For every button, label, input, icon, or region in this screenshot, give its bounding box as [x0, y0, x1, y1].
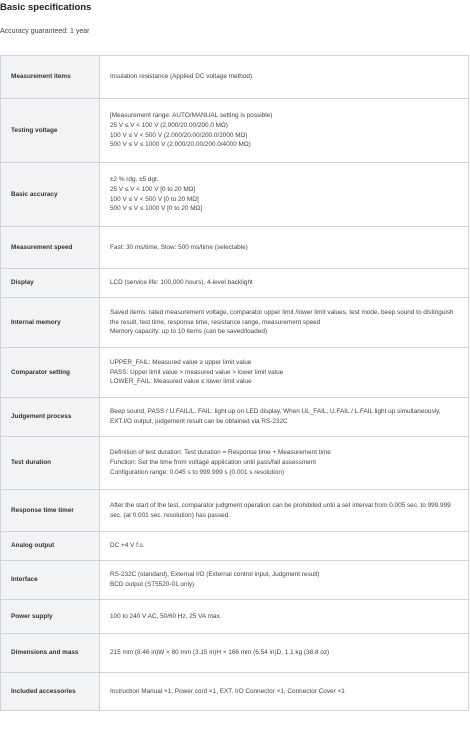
spec-row: [1, 600, 469, 634]
spec-value: [100, 348, 469, 398]
spec-value-line: 500 V ≤ V ≤ 1000 V [0 to 20 MΩ]: [110, 205, 203, 213]
spec-label: Testing voltage: [1, 99, 100, 163]
spec-row: [1, 398, 469, 437]
spec-value-line: 25 V ≤ V < 100 V [0 to 20 MΩ]: [110, 185, 196, 193]
spec-row: [1, 437, 469, 490]
spec-value: [100, 298, 469, 348]
accuracy-note: Accuracy guaranteed: 1 year: [0, 28, 90, 35]
spec-value: [100, 56, 469, 99]
spec-value-line: Definition of test duration: Test duration = Response time + Measurement time: [110, 449, 331, 457]
spec-value-line: 500 V ≤ V ≤ 1000 V (2.000/20.00/200.0/4000 MΩ): [110, 141, 251, 149]
spec-value-line: Instruction Manual ×1, Power cord ×1, EXT. I/O Connector ×1, Connector Cover ×1: [110, 687, 345, 695]
spec-value: [100, 600, 469, 634]
spec-row: [1, 298, 469, 348]
spec-value: [100, 634, 469, 673]
spec-value-line: 100 to 240 V AC, 50/60 Hz, 25 VA max.: [110, 612, 222, 620]
spec-label: Measurement speed: [1, 227, 100, 269]
spec-value: [100, 99, 469, 163]
spec-value-line: RS-232C (standard), External I/O (External control input, Judgment result): [110, 571, 320, 579]
spec-value-line: After the start of the test, comparator judgment operation can be prohibited until a set interval from 0.005 sec. to 999.999 sec. (at 0.001 sec. resolution) has passed.: [110, 501, 451, 519]
spec-value-line: LCD (service life: 100,000 hours), 4-level backlight: [110, 279, 253, 287]
spec-value-line: PASS: Upper limit value > measured value > lower limit value: [110, 368, 284, 376]
spec-label: Judgement process: [1, 398, 100, 437]
spec-label: Test duration: [1, 437, 100, 490]
spec-value: [100, 163, 469, 227]
spec-value: [100, 227, 469, 269]
spec-row: [1, 56, 469, 99]
spec-row: [1, 673, 469, 711]
spec-value: [100, 673, 469, 711]
spec-value-line: DC +4 V f.s.: [110, 542, 145, 550]
spec-value-line: Beep sound, PASS / U.FAIL/L. FAIL: light up on LED display, When UL_FAIL, U.FAIL / L.FAIL light up simultaneously, EXT.I/O output, judgement result can be obtained via RS-232C: [110, 408, 441, 425]
spec-value-line: ±2 % rdg. ±5 dgt.: [110, 175, 159, 183]
spec-label: Response time timer: [1, 490, 100, 532]
spec-label: Dimensions and mass: [1, 634, 100, 673]
spec-value-line: Fast: 30 ms/time, Slow: 500 ms/time (selectable): [110, 243, 248, 251]
spec-value: [100, 398, 469, 437]
spec-value-line: LOWER_FAIL: Measured value ≤ lower limit value: [110, 378, 252, 386]
spec-label: Included accessories: [1, 673, 100, 711]
spec-row: [1, 490, 469, 532]
spec-value-line: Saved items: rated measurement voltage, comparator upper limit /lower limit values, test mode, beep sound to distinguish the result, test time, response time, resistance range, measurement speed: [110, 308, 454, 326]
spec-row: [1, 227, 469, 269]
spec-value: [100, 437, 469, 490]
spec-value-line: Function: Set the time from voltage application until pass/fail assessment: [110, 459, 317, 467]
spec-value-line: Memory capacity: up to 10 items (can be saved/loaded): [110, 328, 268, 336]
spec-value: [100, 561, 469, 600]
spec-value-line: 100 V ≤ V < 500 V (2.000/20.00/200.0/2000 MΩ): [110, 131, 248, 139]
spec-label: Basic accuracy: [1, 163, 100, 227]
spec-label: Measurement items: [1, 56, 100, 99]
spec-row: [1, 634, 469, 673]
spec-row: [1, 561, 469, 600]
spec-label: Comparator setting: [1, 348, 100, 398]
spec-value-line: 100 V ≤ V < 500 V [0 to 20 MΩ]: [110, 195, 199, 203]
spec-value-line: [Measurement range: AUTO/MANUAL setting is possible): [110, 111, 273, 119]
spec-label: Display: [1, 269, 100, 298]
spec-value-line: Configuration range: 0.045 s to 999.999 s (0.001 s resolution): [110, 468, 285, 476]
spec-value: [100, 532, 469, 561]
spec-label: Analog output: [1, 532, 100, 561]
spec-row: [1, 532, 469, 561]
spec-label: Interface: [1, 561, 100, 600]
spec-row: [1, 163, 469, 227]
page-title: Basic specifications: [0, 2, 92, 13]
spec-row: [1, 348, 469, 398]
spec-value: [100, 269, 469, 298]
spec-row: [1, 99, 469, 163]
spec-value-line: Insulation resistance (Applied DC voltage method): [110, 73, 253, 81]
spec-value-line: BCD output (ST5520-01 only): [110, 581, 195, 588]
spec-label: Power supply: [1, 600, 100, 634]
spec-value-line: 25 V ≤ V < 100 V (2.000/20.00/200.0 MΩ): [110, 121, 228, 129]
spec-row: [1, 269, 469, 298]
spec-value-line: 215 mm (8.46 in)W × 80 mm (3.15 in)H × 166 mm (6.54 in)D, 1.1 kg (38.8 oz): [110, 649, 330, 657]
spec-table: [0, 55, 469, 711]
spec-value: [100, 490, 469, 532]
spec-value-line: UPPER_FAIL: Measured value ≥ upper limit value: [110, 358, 252, 366]
spec-label: Internal memory: [1, 298, 100, 348]
